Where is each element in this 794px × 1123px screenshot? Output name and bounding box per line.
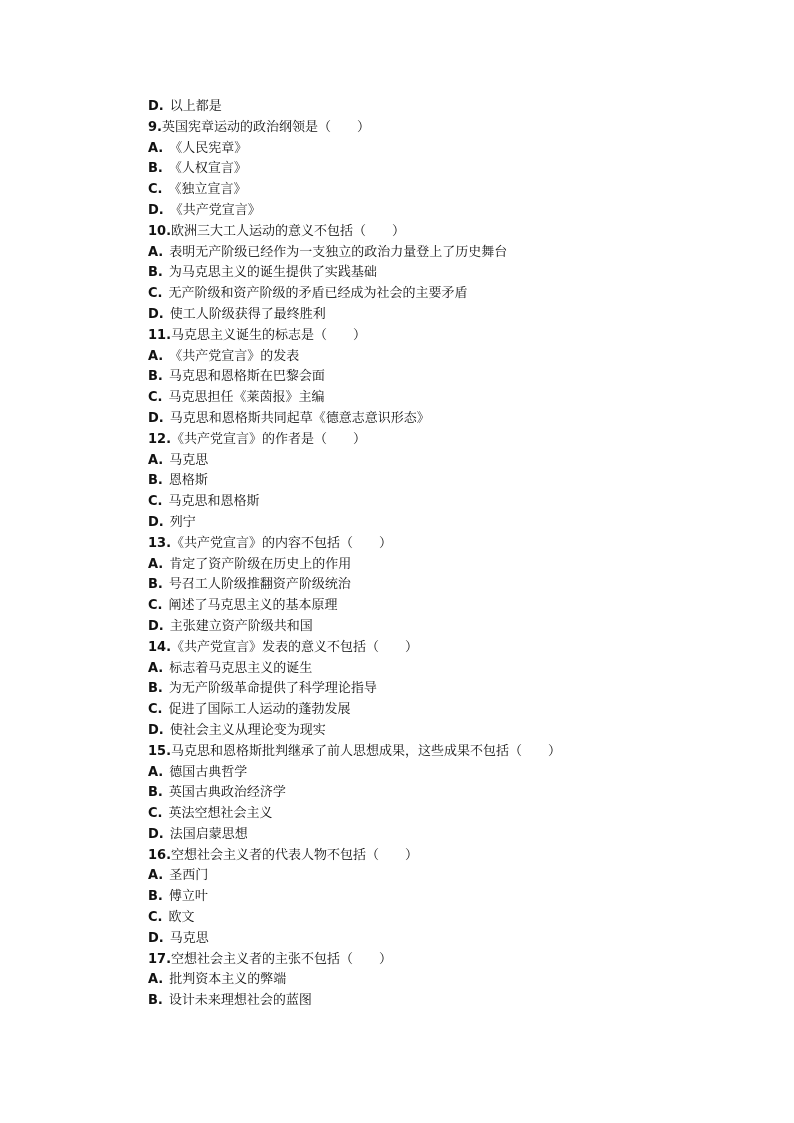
question-number: 9. xyxy=(148,119,162,135)
answer-option xyxy=(148,929,768,950)
option-letter: D. xyxy=(148,722,164,738)
option-letter: D. xyxy=(148,826,164,842)
option-letter: C. xyxy=(148,806,163,822)
answer-option xyxy=(148,263,768,284)
question-number: 10. xyxy=(148,223,172,239)
answer-option xyxy=(148,367,768,388)
option-text: 使工人阶级获得了最终胜利 xyxy=(169,306,326,322)
option-letter: A. xyxy=(148,244,164,260)
option-text: 马克思担任《莱茵报》主编 xyxy=(168,390,325,406)
answer-option xyxy=(148,825,768,846)
answer-option xyxy=(148,783,768,804)
option-text: 《人民宪章》 xyxy=(169,140,248,156)
question-number: 14. xyxy=(148,639,172,655)
option-letter: D. xyxy=(148,410,164,426)
answer-option xyxy=(148,388,768,409)
option-text: 表明无产阶级已经作为一支独立的政治力量登上了历史舞台 xyxy=(169,244,508,260)
option-letter: B. xyxy=(148,993,163,1009)
option-text: 《独立宣言》 xyxy=(168,182,247,198)
option-letter: B. xyxy=(148,369,163,385)
option-text: 欧文 xyxy=(168,910,195,926)
option-letter: A. xyxy=(148,660,164,676)
option-text: 马克思和恩格斯共同起草《德意志意识形态》 xyxy=(169,410,430,426)
option-text: 列宁 xyxy=(169,514,196,530)
option-letter: C. xyxy=(148,910,163,926)
option-letter: B. xyxy=(148,473,163,489)
option-text: 以上都是 xyxy=(169,99,222,114)
question-number: 12. xyxy=(148,431,172,447)
option-letter: C. xyxy=(148,702,163,718)
option-text: 英法空想社会主义 xyxy=(168,806,273,822)
question-text: 《共产党宣言》的作者是（ ） xyxy=(171,431,367,447)
question-text: 空想社会主义者的代表人物不包括（ ） xyxy=(171,847,419,863)
answer-option xyxy=(148,180,768,201)
question-stem xyxy=(148,222,768,243)
answer-option xyxy=(148,347,768,368)
option-text: 恩格斯 xyxy=(168,473,208,489)
answer-option xyxy=(148,284,768,305)
option-text: 《人权宣言》 xyxy=(168,161,247,177)
option-letter: D. xyxy=(148,202,164,218)
option-letter: B. xyxy=(148,785,163,801)
answer-option xyxy=(148,679,768,700)
question-number: 16. xyxy=(148,847,172,863)
option-letter: A. xyxy=(148,452,164,468)
answer-option xyxy=(148,471,768,492)
option-letter: C. xyxy=(148,182,163,198)
question-stem xyxy=(148,118,768,139)
option-letter: C. xyxy=(148,390,163,406)
option-letter: A. xyxy=(148,764,164,780)
option-text: 标志着马克思主义的诞生 xyxy=(169,660,313,676)
answer-option xyxy=(148,139,768,160)
answer-option xyxy=(148,159,768,180)
option-text: 无产阶级和资产阶级的矛盾已经成为社会的主要矛盾 xyxy=(168,286,468,302)
answer-option xyxy=(148,700,768,721)
option-letter: B. xyxy=(148,577,163,593)
option-text: 英国古典政治经济学 xyxy=(168,785,286,801)
answer-option xyxy=(148,617,768,638)
question-stem xyxy=(148,846,768,867)
option-letter: D. xyxy=(148,618,164,634)
answer-option xyxy=(148,97,768,118)
answer-option xyxy=(148,575,768,596)
option-letter: D. xyxy=(148,930,164,946)
option-text: 使社会主义从理论变为现实 xyxy=(169,722,326,738)
option-text: 圣西门 xyxy=(169,868,209,884)
answer-option xyxy=(148,305,768,326)
question-text: 《共产党宣言》发表的意义不包括（ ） xyxy=(171,639,419,655)
answer-option xyxy=(148,991,768,1012)
option-letter: A. xyxy=(148,348,164,364)
question-number: 13. xyxy=(148,535,172,551)
option-letter: B. xyxy=(148,161,163,177)
question-text: 空想社会主义者的主张不包括（ ） xyxy=(171,951,393,967)
option-letter: D. xyxy=(148,306,164,322)
answer-option xyxy=(148,866,768,887)
question-text: 马克思和恩格斯批判继承了前人思想成果，这些成果不包括（ ） xyxy=(171,743,562,759)
option-letter: A. xyxy=(148,868,164,884)
option-text: 马克思和恩格斯在巴黎会面 xyxy=(168,369,325,385)
option-letter: A. xyxy=(148,556,164,572)
question-text: 英国宪章运动的政治纲领是（ ） xyxy=(161,119,370,135)
option-text: 傅立叶 xyxy=(168,889,208,905)
answer-option xyxy=(148,970,768,991)
answer-option xyxy=(148,721,768,742)
option-letter: D. xyxy=(148,99,164,114)
answer-option xyxy=(148,409,768,430)
question-number: 15. xyxy=(148,743,172,759)
option-text: 批判资本主义的弊端 xyxy=(169,972,287,988)
answer-option xyxy=(148,492,768,513)
option-text: 德国古典哲学 xyxy=(169,764,248,780)
question-list xyxy=(148,97,768,1012)
option-text: 法国启蒙思想 xyxy=(169,826,248,842)
question-stem xyxy=(148,326,768,347)
option-text: 阐述了马克思主义的基本原理 xyxy=(168,598,338,614)
option-letter: C. xyxy=(148,286,163,302)
option-letter: A. xyxy=(148,140,164,156)
option-text: 《共产党宣言》的发表 xyxy=(169,348,300,364)
question-number: 17. xyxy=(148,951,172,967)
option-letter: B. xyxy=(148,889,163,905)
question-stem xyxy=(148,742,768,763)
question-stem xyxy=(148,534,768,555)
answer-option xyxy=(148,451,768,472)
option-text: 为马克思主义的诞生提供了实践基础 xyxy=(168,265,377,281)
answer-option xyxy=(148,201,768,222)
option-letter: C. xyxy=(148,494,163,510)
option-text: 《共产党宣言》 xyxy=(169,202,261,218)
answer-option xyxy=(148,908,768,929)
option-text: 马克思 xyxy=(169,930,209,946)
option-text: 马克思 xyxy=(169,452,209,468)
answer-option xyxy=(148,555,768,576)
option-text: 促进了国际工人运动的蓬勃发展 xyxy=(168,702,351,718)
option-text: 号召工人阶级推翻资产阶级统治 xyxy=(168,577,351,593)
option-text: 肯定了资产阶级在历史上的作用 xyxy=(169,556,352,572)
option-letter: C. xyxy=(148,598,163,614)
question-number: 11. xyxy=(148,327,172,343)
option-text: 设计未来理想社会的蓝图 xyxy=(168,993,312,1009)
option-text: 马克思和恩格斯 xyxy=(168,494,260,510)
question-stem xyxy=(148,638,768,659)
question-text: 马克思主义诞生的标志是（ ） xyxy=(171,327,367,343)
question-stem xyxy=(148,430,768,451)
question-text: 《共产党宣言》的内容不包括（ ） xyxy=(171,535,393,551)
answer-option xyxy=(148,513,768,534)
answer-option xyxy=(148,887,768,908)
option-letter: A. xyxy=(148,972,164,988)
option-text: 为无产阶级革命提供了科学理论指导 xyxy=(168,681,377,697)
option-text: 主张建立资产阶级共和国 xyxy=(169,618,313,634)
question-stem xyxy=(148,950,768,971)
option-letter: B. xyxy=(148,265,163,281)
option-letter: B. xyxy=(148,681,163,697)
answer-option xyxy=(148,659,768,680)
answer-option xyxy=(148,243,768,264)
option-letter: D. xyxy=(148,514,164,530)
question-text: 欧洲三大工人运动的意义不包括（ ） xyxy=(171,223,406,239)
answer-option xyxy=(148,596,768,617)
answer-option xyxy=(148,804,768,825)
answer-option xyxy=(148,763,768,784)
